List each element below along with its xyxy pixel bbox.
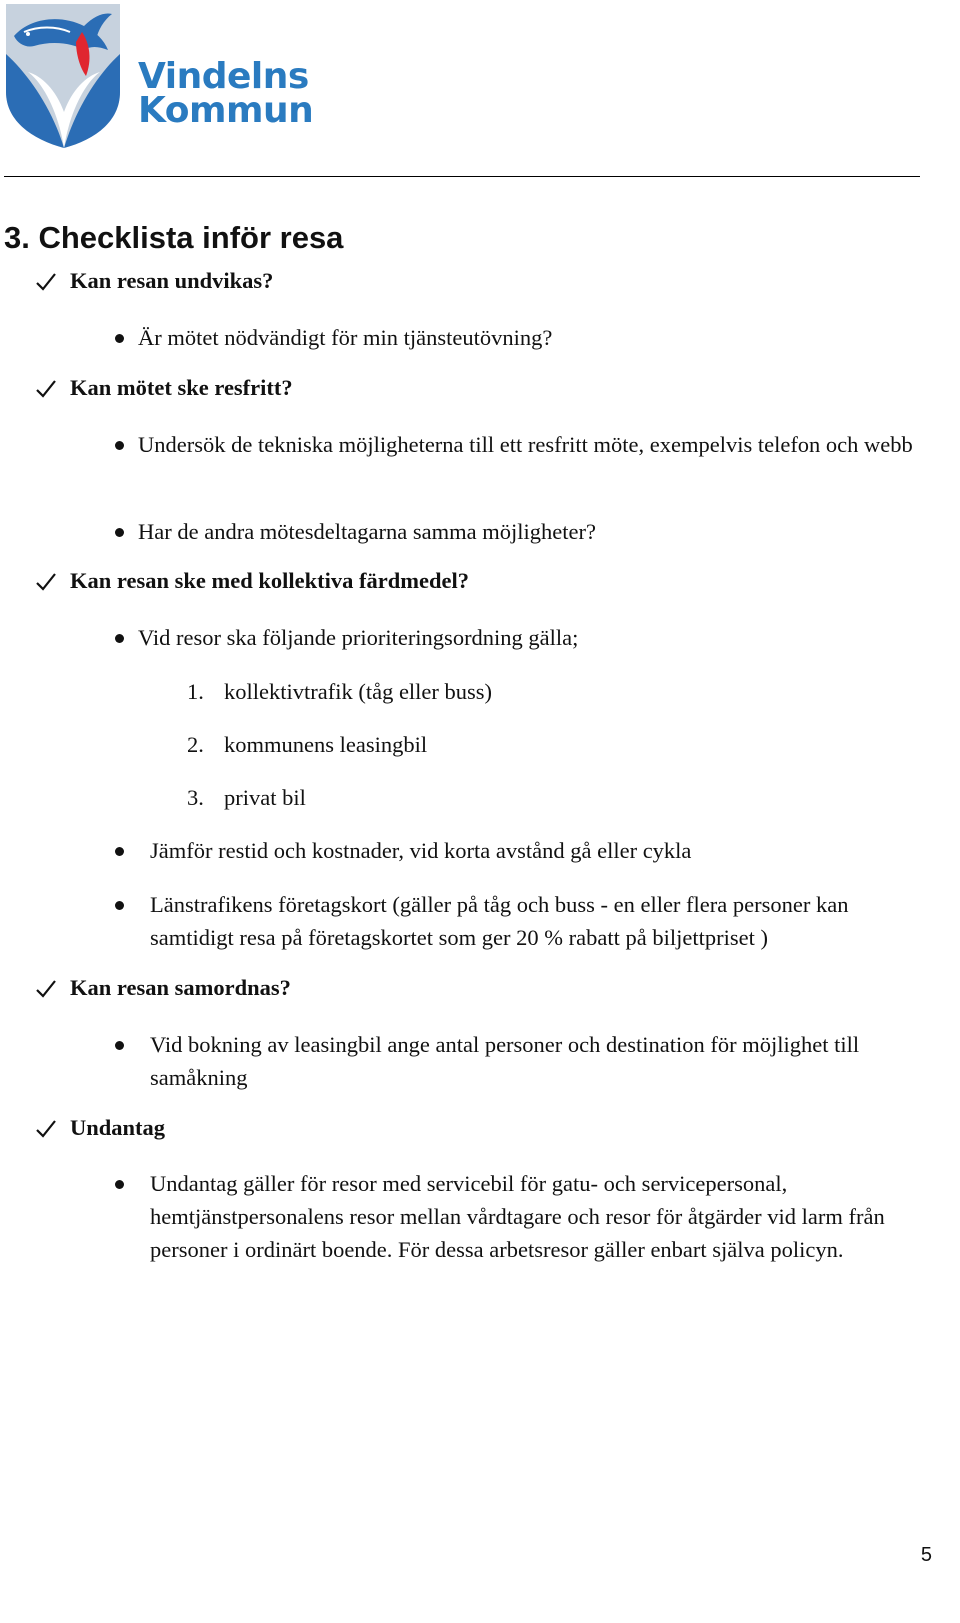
list-number: 3.: [187, 785, 204, 810]
section-heading: Kan resan ske med kollektiva färdmedel?: [70, 568, 469, 593]
section-heading: Kan resan undvikas?: [70, 268, 274, 293]
checkmark-icon: [34, 377, 58, 401]
logo-line-2: Kommun: [138, 90, 314, 131]
bullet-icon: [115, 1041, 124, 1050]
checkmark-icon: [34, 1117, 58, 1141]
bullet-text: Vid bokning av leasingbil ange antal personer och destination för möjlighet till samåkning: [150, 1032, 860, 1090]
bullet-icon: [115, 901, 124, 910]
bullet-text: Jämför restid och kostnader, vid korta avstånd gå eller cykla: [150, 838, 692, 863]
logo-line-1: Vindelns: [138, 56, 309, 97]
checkmark-icon: [34, 570, 58, 594]
list-item: privat bil: [224, 785, 306, 810]
bullet-icon: [115, 528, 124, 537]
page-number: 5: [920, 1544, 932, 1566]
bullet-icon: [115, 634, 124, 643]
bullet-text: Länstrafikens företagskort (gäller på tåg och buss - en eller flera personer kan samtidigt resa på företagskortet som ger 20 % rabatt på biljettpriset ): [150, 892, 849, 950]
header-divider: [4, 176, 920, 177]
bullet-icon: [115, 847, 124, 856]
section-heading: Kan mötet ske resfritt?: [70, 375, 293, 400]
page-title: 3. Checklista inför resa: [4, 220, 344, 255]
section-heading: Undantag: [70, 1115, 166, 1140]
list-item: kommunens leasingbil: [224, 732, 428, 757]
bullet-icon: [115, 334, 124, 343]
bullet-text: Är mötet nödvändigt för min tjänsteutövning?: [138, 325, 553, 350]
bullet-text: Har de andra mötesdeltagarna samma möjligheter?: [138, 519, 596, 544]
bullet-text: Undersök de tekniska möjligheterna till ett resfritt möte, exempelvis telefon och webb: [138, 432, 913, 457]
bullet-text: Vid resor ska följande prioriteringsordning gälla;: [138, 625, 579, 650]
section-heading: Kan resan samordnas?: [70, 975, 291, 1000]
checkmark-icon: [34, 270, 58, 294]
list-number: 2.: [187, 732, 204, 757]
fish-shield-icon: [4, 2, 124, 150]
list-item: kollektivtrafik (tåg eller buss): [224, 679, 493, 704]
bullet-icon: [115, 1180, 124, 1189]
bullet-text: Undantag gäller för resor med servicebil för gatu- och servicepersonal, hemtjänstpersonalens resor mellan vårdtagare och resor för åtgärder vid larm från personer i ordinärt boende. För dessa arbetsresor gäller enbart själva policyn.: [150, 1171, 885, 1262]
list-number: 1.: [187, 679, 204, 704]
municipality-logo: [4, 2, 324, 150]
checkmark-icon: [34, 977, 58, 1001]
bullet-icon: [115, 441, 124, 450]
